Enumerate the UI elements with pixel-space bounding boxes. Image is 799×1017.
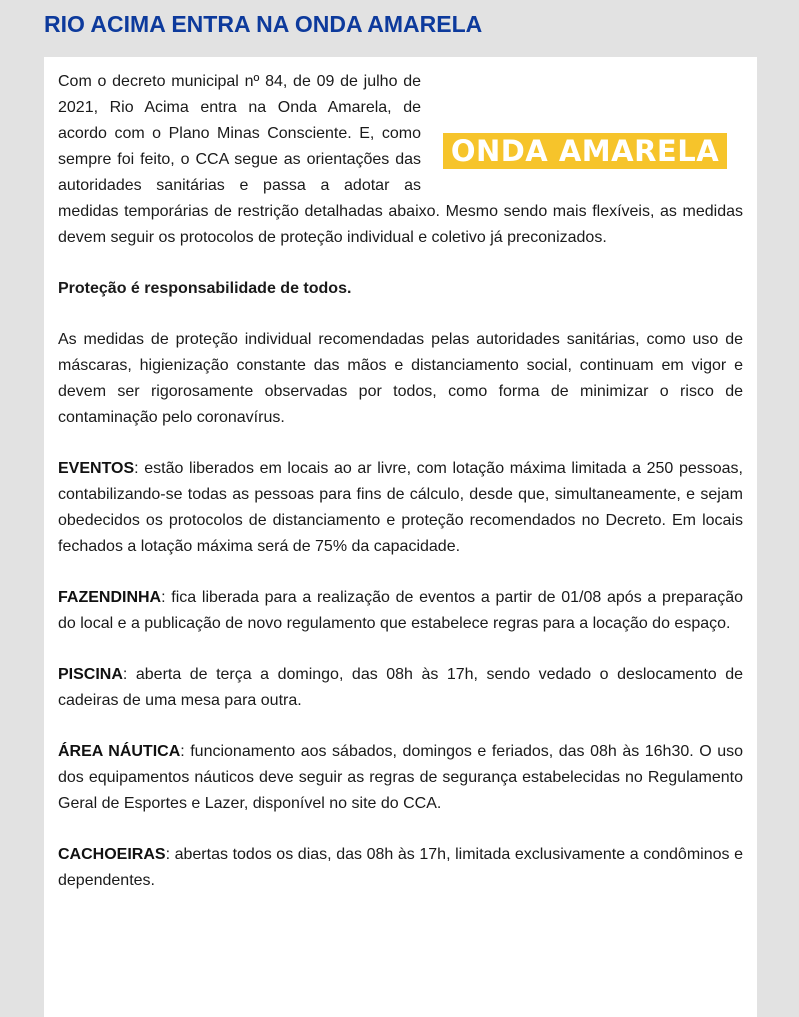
section-text-eventos: : estão liberados em locais ao ar livre, com lotação máxima limitada a 250 pessoas, contabilizando-se todas as pessoas para fins de cálculo, desde que, simultaneamente, e sejam obedecidos os protocolos de distanciamento e proteção recomendados no Decreto. Em locais fechados a lotação máxima será de 75% da capacidade. — [58, 460, 743, 555]
section-label-fazendinha: FAZENDINHA — [58, 589, 162, 606]
section-area-nautica — [58, 739, 743, 817]
section-fazendinha — [58, 585, 743, 637]
section-text-fazendinha: : fica liberada para a realização de eventos a partir de 01/08 após a preparação do local e a publicação de novo regulamento que estabelece regras para a locação do espaço. — [58, 589, 743, 632]
section-label-piscina: PISCINA — [58, 666, 123, 683]
onda-amarela-banner — [443, 133, 727, 169]
section-text-cachoeiras: : abertas todos os dias, das 08h às 17h, limitada exclusivamente a condôminos e dependentes. — [58, 846, 743, 889]
section-text-area-nautica: : funcionamento aos sábados, domingos e feriados, das 08h às 16h30. O uso dos equipamentos náuticos deve seguir as regras de segurança estabelecidas no Regulamento Geral de Esportes e Lazer, disponível no site do CCA. — [58, 743, 743, 812]
page-title: RIO ACIMA ENTRA NA ONDA AMARELA — [44, 11, 483, 37]
protection-paragraph: As medidas de proteção individual recomendadas pelas autoridades sanitárias, como uso de máscaras, higienização constante das mãos e distanciamento social, continuam em vigor e devem ser rigorosamente observadas por todos, como forma de minimizar o risco de contaminação pelo coronavírus. — [58, 331, 743, 426]
section-text-piscina: : aberta de terça a domingo, das 08h às 17h, sendo vedado o deslocamento de cadeiras de uma mesa para outra. — [58, 666, 743, 709]
banner-text: ONDA AMARELA — [450, 134, 720, 168]
section-label-cachoeiras: CACHOEIRAS — [58, 846, 166, 863]
intro-paragraph: Com o decreto municipal nº 84, de 09 de julho de 2021, Rio Acima entra na Onda Amarela, de acordo com o Plano Minas Consciente. E, como sempre foi feito, o CCA segue as orientações das autoridades sanitárias e passa a adotar as medidas temporárias de restrição detalhadas abaixo. Mesmo sendo mais flexíveis, as medidas devem seguir os protocolos de proteção individual e coletivo já preconizados. — [58, 73, 743, 246]
section-piscina — [58, 662, 743, 714]
section-label-eventos: EVENTOS — [58, 460, 135, 477]
section-cachoeiras — [58, 842, 743, 894]
protection-heading: Proteção é responsabilidade de todos. — [58, 280, 352, 297]
section-label-area-nautica: ÁREA NÁUTICA — [58, 743, 181, 760]
intro-block — [58, 69, 743, 251]
section-eventos — [58, 456, 743, 560]
article-body — [44, 57, 757, 1017]
